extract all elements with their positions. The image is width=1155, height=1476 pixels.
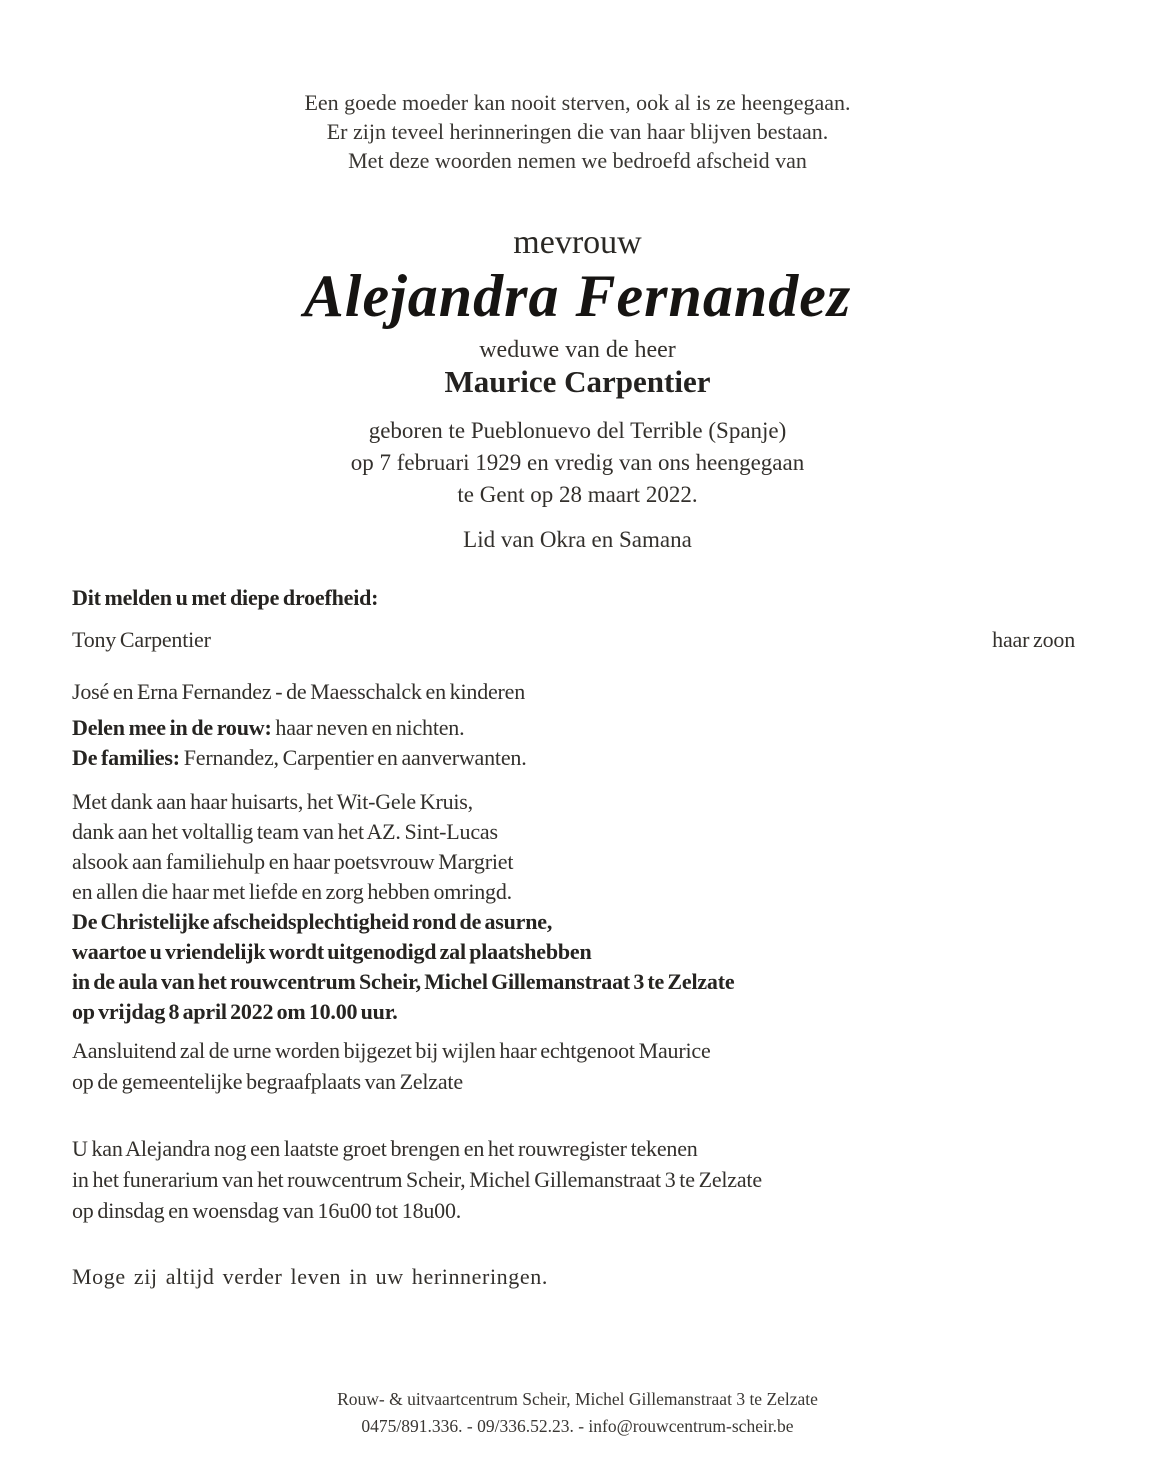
birth-line: op 7 februari 1929 en vredig van ons heengegaan [350,450,805,475]
closing-line: Moge zij altijd verder leven in uw herinneringen. [72,1264,548,1289]
thanks-line: dank aan het voltallig team van het AZ. Sint-Lucas [72,819,498,844]
announcement-heading: Dit melden u met diepe droefheid: [72,585,379,610]
widow-of-line: weduwe van de heer [479,337,676,363]
ceremony-line: waartoe u vriendelijk wordt uitgenodigd zal plaatshebben [72,939,592,964]
mourning-line [72,713,1075,743]
mourning-label: Delen mee in de rouw: [72,715,272,740]
son-relation: haar zoon [992,627,1075,652]
ceremony-line: De Christelijke afscheidsplechtigheid rond de asurne, [72,909,553,934]
urn-line: Aansluitend zal de urne worden bijgezet bij wijlen haar echtgenoot Maurice [72,1038,711,1063]
mourning-block [72,713,1075,773]
register-paragraph [72,1133,1075,1226]
thanks-paragraph [72,787,1075,907]
urn-paragraph [72,1035,1075,1097]
son-name: Tony Carpentier [72,627,211,652]
opening-quote [0,0,1155,175]
families-text: Fernandez, Carpentier en aanverwanten. [183,745,527,770]
mourning-text: haar neven en nichten. [275,715,465,740]
footer-contact-line: 0475/891.336. - 09/336.52.23. - info@rouwcentrum-scheir.be [361,1416,794,1436]
register-line: op dinsdag en woensdag van 16u00 tot 18u00. [72,1198,462,1223]
footer-address-line: Rouw- & uitvaartcentrum Scheir, Michel Gillemanstraat 3 te Zelzate [337,1389,818,1409]
announcement-body [0,583,1155,1292]
families-label: De families: [72,745,180,770]
ceremony-paragraph [72,907,1075,1027]
thanks-line: Met dank aan haar huisarts, het Wit-Gele Kruis, [72,789,473,814]
register-line: U kan Alejandra nog een laatste groet brengen en het rouwregister tekenen [72,1136,698,1161]
family-line: José en Erna Fernandez - de Maesschalck en kinderen [72,679,526,704]
families-line [72,743,1075,773]
deceased-name: Alejandra Fernandez [303,263,852,329]
title-prefix: mevrouw [513,224,642,261]
opening-quote-line: Er zijn teveel herinneringen die van haar blijven bestaan. [326,119,829,144]
ceremony-line: in de aula van het rouwcentrum Scheir, Michel Gillemanstraat 3 te Zelzate [72,969,735,994]
thanks-line: alsook aan familiehulp en haar poetsvrouw Margriet [72,849,514,874]
urn-line: op de gemeentelijke begraafplaats van Zelzate [72,1069,463,1094]
opening-quote-line: Met deze woorden nemen we bedroefd afscheid van [348,148,807,173]
funeral-home-footer [0,1386,1155,1440]
birth-line: geboren te Pueblonuevo del Terrible (Spanje) [368,418,787,443]
birth-death-details [0,415,1155,511]
birth-line: te Gent op 28 maart 2022. [457,482,698,507]
ceremony-line: op vrijdag 8 april 2022 om 10.00 uur. [72,999,398,1024]
son-row [72,625,1075,655]
membership-line: Lid van Okra en Samana [463,527,692,552]
husband-name: Maurice Carpentier [444,364,711,399]
opening-quote-line: Een goede moeder kan nooit sterven, ook al is ze heengegaan. [304,90,851,115]
thanks-line: en allen die haar met liefde en zorg hebben omringd. [72,879,512,904]
register-line: in het funerarium van het rouwcentrum Scheir, Michel Gillemanstraat 3 te Zelzate [72,1167,762,1192]
